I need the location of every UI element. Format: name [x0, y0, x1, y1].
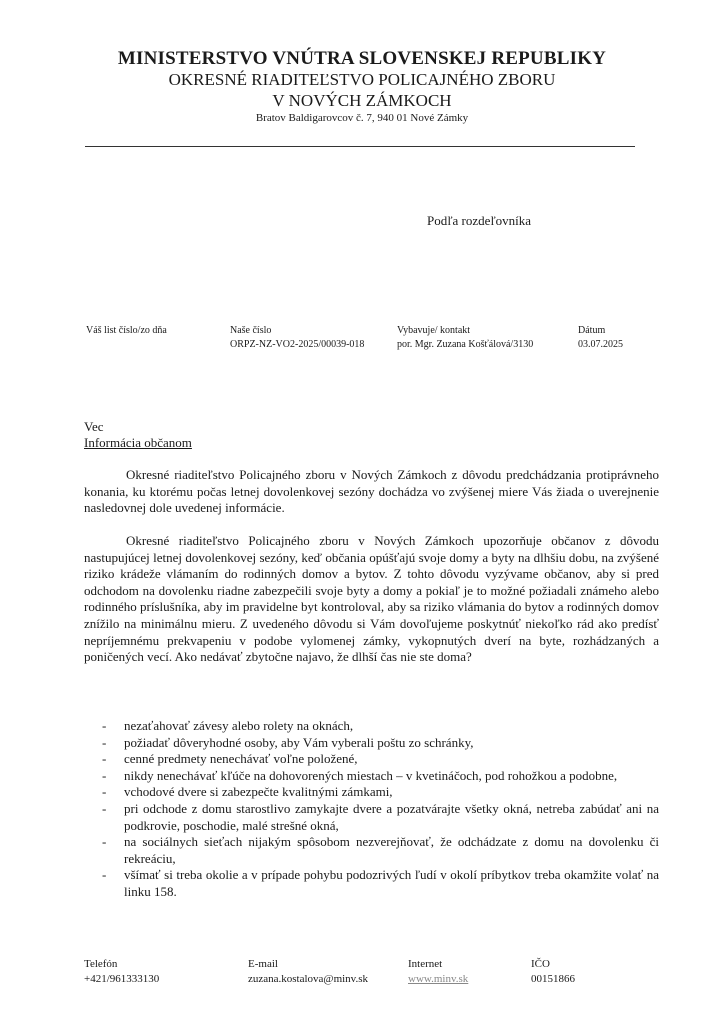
bullet-dash: -: [102, 734, 107, 750]
internet-label: Internet: [408, 958, 443, 970]
subject-title: Informácia občanom: [84, 435, 192, 450]
list-item: [84, 735, 659, 752]
phone-label: Telefón: [84, 958, 118, 970]
website-link[interactable]: www.minv.sk: [408, 973, 469, 985]
list-item: [84, 834, 659, 867]
list-item-text: pri odchode z domu starostlivo zamykajte dvere a pozatvárajte všetky okná, netreba zabúdať ani na podkrovie, poschodie, malé strešné okná,: [124, 800, 659, 833]
bullet-dash: -: [102, 834, 107, 850]
header-divider: [85, 146, 635, 147]
list-item-text: požiadať dôveryhodné osoby, aby Vám vyberali poštu zo schránky,: [124, 734, 474, 750]
list-item-text: nezaťahovať závesy alebo rolety na oknách,: [124, 718, 354, 733]
advice-list: [84, 718, 659, 901]
list-item: [84, 751, 659, 768]
ico-label: IČO: [531, 958, 550, 970]
directorate-title: OKRESNÉ RIADITEĽSTVO POLICAJNÉHO ZBORU: [168, 70, 556, 89]
list-item: [84, 718, 659, 735]
email-value: zuzana.kostalova@minv.sk: [248, 973, 368, 985]
phone-value: +421/961333130: [84, 973, 160, 985]
list-item-text: nikdy nenechávať kľúče na dohovorených miestach – v kvetináčoch, pod rohožkou a podobne,: [124, 767, 618, 783]
bullet-dash: -: [102, 784, 107, 800]
recipient: Podľa rozdeľovníka: [427, 213, 532, 228]
contact-value: por. Mgr. Zuzana Košťálová/3130: [397, 339, 534, 350]
date-label: Dátum: [578, 325, 606, 336]
our-number-value: ORPZ-NZ-VO2-2025/00039-018: [230, 339, 365, 350]
list-item-text: všímať si treba okolie a v prípade pohybu podozrivých ľudí v okolí príbytkov treba okamžite volať na linku 158.: [124, 867, 659, 899]
list-item-text: cenné predmety nenechávať voľne položené,: [124, 751, 358, 767]
bullet-dash: -: [102, 867, 107, 883]
list-item-text: vchodové dvere si zabezpečte kvalitnými zámkami,: [124, 784, 393, 800]
list-item-text: na sociálnych sieťach nijakým spôsobom nezverejňovať, že odchádzate z domu na dovolenku či rekreáciu,: [124, 834, 659, 866]
body-paragraph-1: Okresné riaditeľstvo Policajného zboru v Nových Zámkoch z dôvodu predchádzania protiprávneho konania, ku ktorému počas letnej dovolenkovej sezóny dochádza vo zvýšenej miere Vás žiada o uverejnenie nasledovnej dole uvedenej informácie.: [84, 467, 659, 516]
bullet-dash: -: [102, 800, 107, 816]
your-letter-label: Váš list číslo/zo dňa: [86, 325, 167, 336]
email-label: E-mail: [248, 958, 278, 970]
address: Bratov Baldigarovcov č. 7, 940 01 Nové Zámky: [255, 112, 469, 124]
contact-label: Vybavuje/ kontakt: [397, 325, 471, 336]
bullet-dash: -: [102, 751, 107, 767]
ministry-title: MINISTERSTVO VNÚTRA SLOVENSKEJ REPUBLIKY: [117, 48, 607, 69]
bullet-dash: -: [102, 718, 107, 733]
date-value: 03.07.2025: [578, 339, 623, 350]
our-number-label: Naše číslo: [230, 325, 272, 336]
city-title: V NOVÝCH ZÁMKOCH: [272, 91, 452, 110]
list-item: [84, 801, 659, 834]
subject-label: Vec: [84, 419, 104, 434]
list-item: [84, 867, 659, 900]
list-item: [84, 768, 659, 785]
body-paragraph-2: Okresné riaditeľstvo Policajného zboru v Nových Zámkoch upozorňuje občanov z dôvodu nastupujúcej letnej dovolenkovej sezóny, keď občania opúšťajú svoje domy a byty na dlhšiu dobu, na zvýšené riziko krádeže vlámaním do rodinných domov a bytov. Z tohto dôvodu vyzývame občanov, aby si pred odchodom na dovolenku riadne zabezpečili svoje byty a domy a pokiaľ je to možné požiadali známeho alebo rodinného príslušníka, aby im pravidelne byt kontroloval, aby sa riziko vlámania do bytov a rodinných domov znížilo na minimálnu mieru. Z uvedeného dôvodu si Vám dovoľujeme poskytnúť niekoľko rád ako predísť nepríjemnému prekvapeniu v podobe vylomenej zámky, vykopnutých dverí na byte, rozhádzaných a poničených vecí. Ako nedávať zbytočne najavo, že dlhší čas nie ste doma?: [84, 533, 659, 665]
bullet-dash: -: [102, 767, 107, 783]
ico-value: 00151866: [531, 973, 575, 985]
list-item: [84, 784, 659, 801]
